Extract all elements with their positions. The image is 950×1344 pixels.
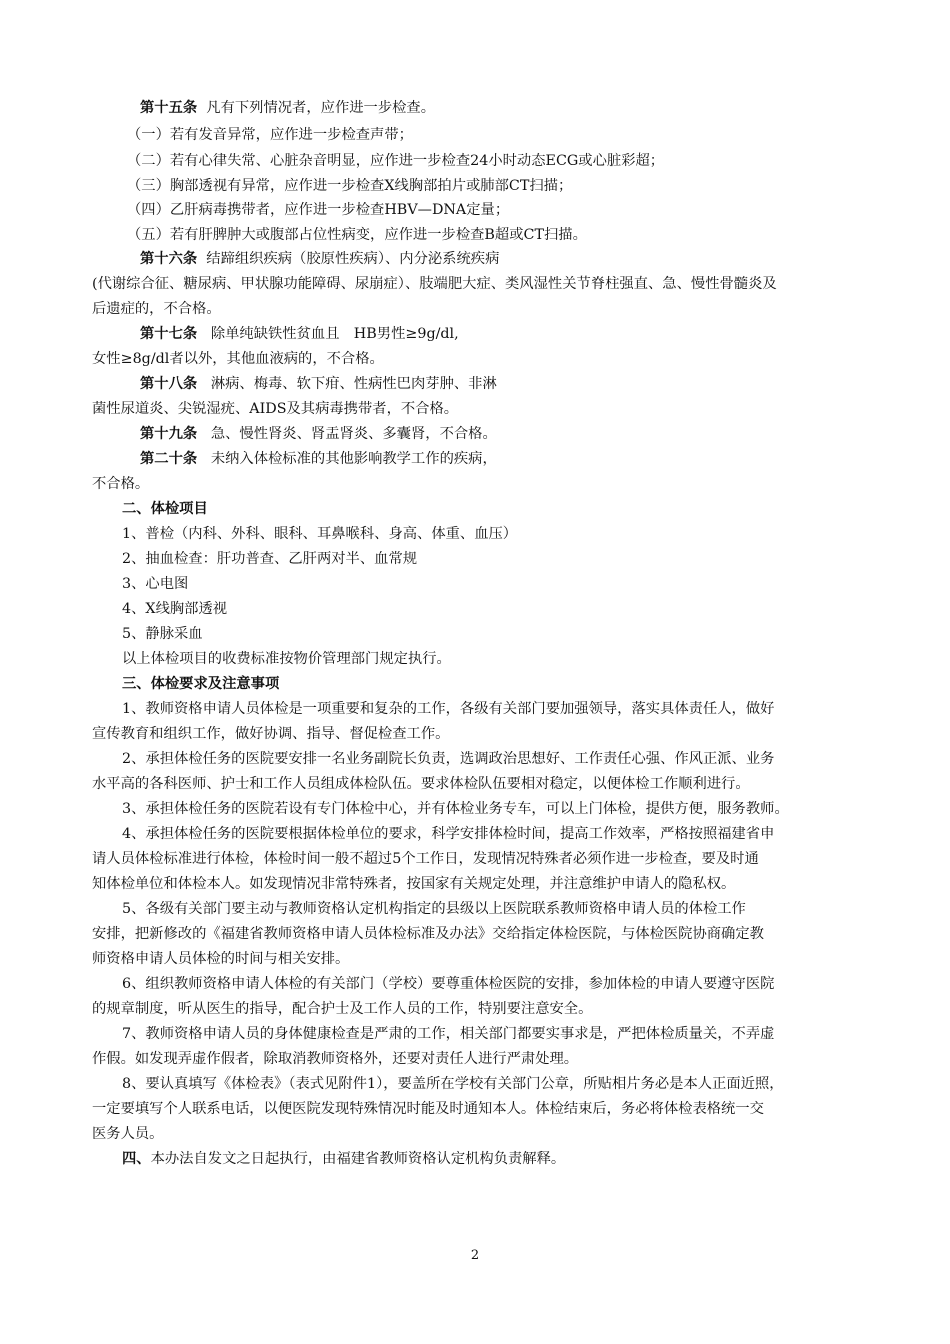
- article-text: 除单纯缺铁性贫血且 HB男性≥9g/dl,: [210, 326, 459, 342]
- list-item: 1、普检（内科、外科、眼科、耳鼻喉科、身高、体重、血压）: [122, 526, 518, 542]
- article-heading: 第十八条: [140, 376, 198, 392]
- article-text: 急、慢性肾炎、肾盂肾炎、多囊肾，不合格。: [210, 426, 497, 442]
- page-number: 2: [470, 1248, 480, 1263]
- list-item: （一）若有发音异常，应作进一步检查声带；: [127, 127, 413, 143]
- article-16: [140, 249, 860, 269]
- article-heading: 第二十条: [140, 451, 198, 467]
- article-text: 淋病、梅毒、软下疳、性病性巴肉芽肿、非淋: [210, 376, 497, 392]
- list-item: 2、抽血检查：肝功普查、乙肝两对半、血常规: [122, 551, 418, 567]
- section-heading: 三、体检要求及注意事项: [122, 676, 280, 692]
- paragraph-line: 作假。如发现弄虚作假者，除取消教师资格外，还要对责任人进行严肃处理。: [92, 1051, 579, 1067]
- section-text: 本办法自发文之日起执行，由福建省教师资格认定机构负责解释。: [150, 1151, 566, 1167]
- article-heading: 第十九条: [140, 426, 198, 442]
- list-item: 4、X线胸部透视: [122, 601, 228, 617]
- paragraph-line: 一定要填写个人联系电话，以便医院发现特殊情况时能及时通知本人。体检结束后，务必将体检表格统一交: [92, 1101, 764, 1117]
- article-20: [140, 449, 860, 469]
- article-text: (代谢综合征、糖尿病、甲状腺功能障碍、尿崩症）、肢端肥大症、类风湿性关节脊柱强直、急、慢性骨髓炎及: [92, 276, 777, 292]
- section-heading: 四、: [122, 1151, 151, 1167]
- article-text: 未纳入体检标准的其他影响教学工作的疾病，: [210, 451, 497, 467]
- paragraph-line: 3、承担体检任务的医院若设有专门体检中心，并有体检业务专车，可以上门体检，提供方便，服务教师。: [122, 801, 789, 817]
- list-item: 3、心电图: [122, 576, 189, 592]
- section-note: 以上体检项目的收费标准按物价管理部门规定执行。: [122, 651, 451, 667]
- article-text: 女性≥8g/dl者以外，其他血液病的，不合格。: [92, 351, 384, 367]
- section-4: [122, 1149, 860, 1169]
- list-item: （四）乙肝病毒携带者，应作进一步检查HBV—DNA定量；: [127, 202, 510, 218]
- paragraph-line: 8、要认真填写《体检表》（表式见附件1），要盖所在学校有关部门公章，所贴相片务必是本人正面近照，: [122, 1076, 784, 1092]
- article-text: 不合格。: [92, 476, 150, 492]
- article-17: [140, 324, 860, 344]
- article-19: [140, 424, 860, 444]
- paragraph-line: 2、承担体检任务的医院要安排一名业务副院长负责，选调政治思想好、工作责任心强、作风正派、业务: [122, 751, 775, 767]
- paragraph-line: 6、组织教师资格申请人体检的有关部门（学校）要尊重体检医院的安排，参加体检的申请人要遵守医院: [122, 976, 775, 992]
- paragraph-line: 知体检单位和体检本人。如发现情况非常特殊者，按国家有关规定处理，并注意维护申请人的隐私权。: [92, 876, 736, 892]
- article-text: 菌性尿道炎、尖锐湿疣、AIDS及其病毒携带者，不合格。: [92, 401, 459, 417]
- paragraph-line: 4、承担体检任务的医院要根据体检单位的要求，科学安排体检时间，提高工作效率，严格按照福建省申: [122, 826, 775, 842]
- article-text: 结蹄组织疾病（胶原性疾病）、内分泌系统疾病: [206, 251, 500, 267]
- paragraph-line: 医务人员。: [92, 1126, 164, 1142]
- paragraph-line: 1、教师资格申请人员体检是一项重要和复杂的工作，各级有关部门要加强领导，落实具体责任人，做好: [122, 701, 775, 717]
- paragraph-line: 安排，把新修改的《福建省教师资格申请人员体检标准及办法》交给指定体检医院，与体检医院协商确定教: [92, 926, 764, 942]
- paragraph-line: 师资格申请人员体检的时间与相关安排。: [92, 951, 350, 967]
- paragraph-line: 宣传教育和组织工作，做好协调、指导、督促检查工作。: [92, 726, 450, 742]
- article-text: 凡有下列情况者，应作进一步检查。: [206, 100, 436, 116]
- paragraph-line: 的规章制度，听从医生的指导，配合护士及工作人员的工作，特别要注意安全。: [92, 1001, 593, 1017]
- article-18: [140, 374, 860, 394]
- list-item: （二）若有心律失常、心脏杂音明显，应作进一步检查24小时动态ECG或心脏彩超；: [127, 153, 665, 169]
- article-15: [140, 98, 860, 118]
- section-heading: 二、体检项目: [122, 501, 208, 517]
- article-heading: 第十五条: [140, 100, 198, 116]
- article-heading: 第十七条: [140, 326, 198, 342]
- list-item: 5、静脉采血: [122, 626, 203, 642]
- article-text: 后遗症的，不合格。: [92, 301, 221, 317]
- paragraph-line: 5、各级有关部门要主动与教师资格认定机构指定的县级以上医院联系教师资格申请人员的体检工作: [122, 901, 746, 917]
- article-heading: 第十六条: [140, 251, 198, 267]
- list-item: （三）胸部透视有异常，应作进一步检查X线胸部拍片或肺部CT扫描；: [127, 178, 573, 194]
- list-item: （五）若有肝脾肿大或腹部占位性病变，应作进一步检查B超或CT扫描。: [127, 227, 587, 243]
- paragraph-line: 7、教师资格申请人员的身体健康检查是严肃的工作，相关部门都要实事求是，严把体检质量关，不弄虚: [122, 1026, 775, 1042]
- paragraph-line: 请人员体检标准进行体检，体检时间一般不超过5个工作日，发现情况特殊者必须作进一步检查，要及时通: [92, 851, 759, 867]
- paragraph-line: 水平高的各科医师、护士和工作人员组成体检队伍。要求体检队伍要相对稳定，以便体检工作顺利进行。: [92, 776, 750, 792]
